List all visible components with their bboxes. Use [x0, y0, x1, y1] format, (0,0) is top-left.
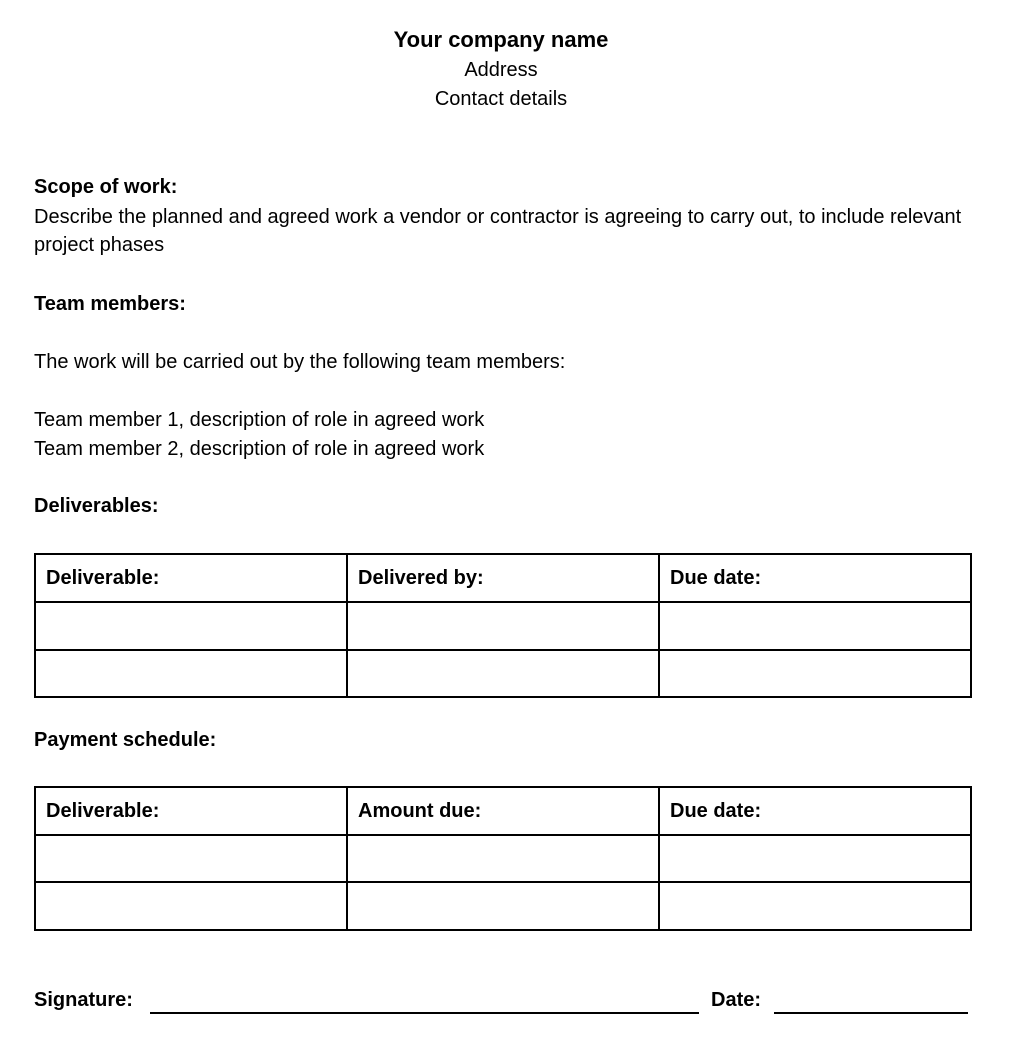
date-line[interactable]: [774, 1012, 968, 1014]
table-cell[interactable]: [659, 602, 971, 650]
deliverables-table: [34, 553, 972, 698]
signature-label: Signature:: [34, 989, 133, 1011]
table-cell[interactable]: [35, 835, 347, 882]
column-header-due-date: Due date:: [659, 554, 971, 602]
team-member-1: Team member 1, description of role in agreed work: [34, 409, 485, 431]
company-contact: Contact details: [434, 88, 568, 110]
table-cell[interactable]: [35, 650, 347, 697]
company-name: Your company name: [393, 27, 609, 52]
scope-description: Describe the planned and agreed work a vendor or contractor is agreeing to carry out, to include relevant project phases: [34, 206, 962, 256]
column-header-deliverable: Deliverable:: [35, 554, 347, 602]
table-row: [35, 882, 971, 930]
table-header-row: [35, 554, 971, 602]
date-label: Date:: [711, 989, 762, 1011]
table-row: [35, 650, 971, 697]
team-intro: The work will be carried out by the following team members:: [34, 351, 566, 373]
payment-schedule-table: [34, 786, 972, 931]
scope-heading: Scope of work:: [34, 176, 178, 198]
payment-heading: Payment schedule:: [34, 729, 217, 751]
table-cell[interactable]: [347, 835, 659, 882]
table-cell[interactable]: [659, 835, 971, 882]
table-cell[interactable]: [347, 650, 659, 697]
table-header-row: [35, 787, 971, 835]
column-header-due-date: Due date:: [659, 787, 971, 835]
table-row: [35, 835, 971, 882]
column-header-deliverable: Deliverable:: [35, 787, 347, 835]
deliverables-heading: Deliverables:: [34, 495, 159, 517]
team-member-2: Team member 2, description of role in agreed work: [34, 438, 485, 460]
team-heading: Team members:: [34, 293, 186, 315]
table-cell[interactable]: [659, 882, 971, 930]
table-cell[interactable]: [659, 650, 971, 697]
table-cell[interactable]: [35, 882, 347, 930]
table-row: [35, 602, 971, 650]
table-cell[interactable]: [347, 602, 659, 650]
table-cell[interactable]: [347, 882, 659, 930]
column-header-delivered-by: Delivered by:: [347, 554, 659, 602]
table-cell[interactable]: [35, 602, 347, 650]
signature-line[interactable]: [150, 1012, 699, 1014]
column-header-amount-due: Amount due:: [347, 787, 659, 835]
company-address: Address: [464, 59, 538, 81]
document-header: [0, 24, 1002, 114]
